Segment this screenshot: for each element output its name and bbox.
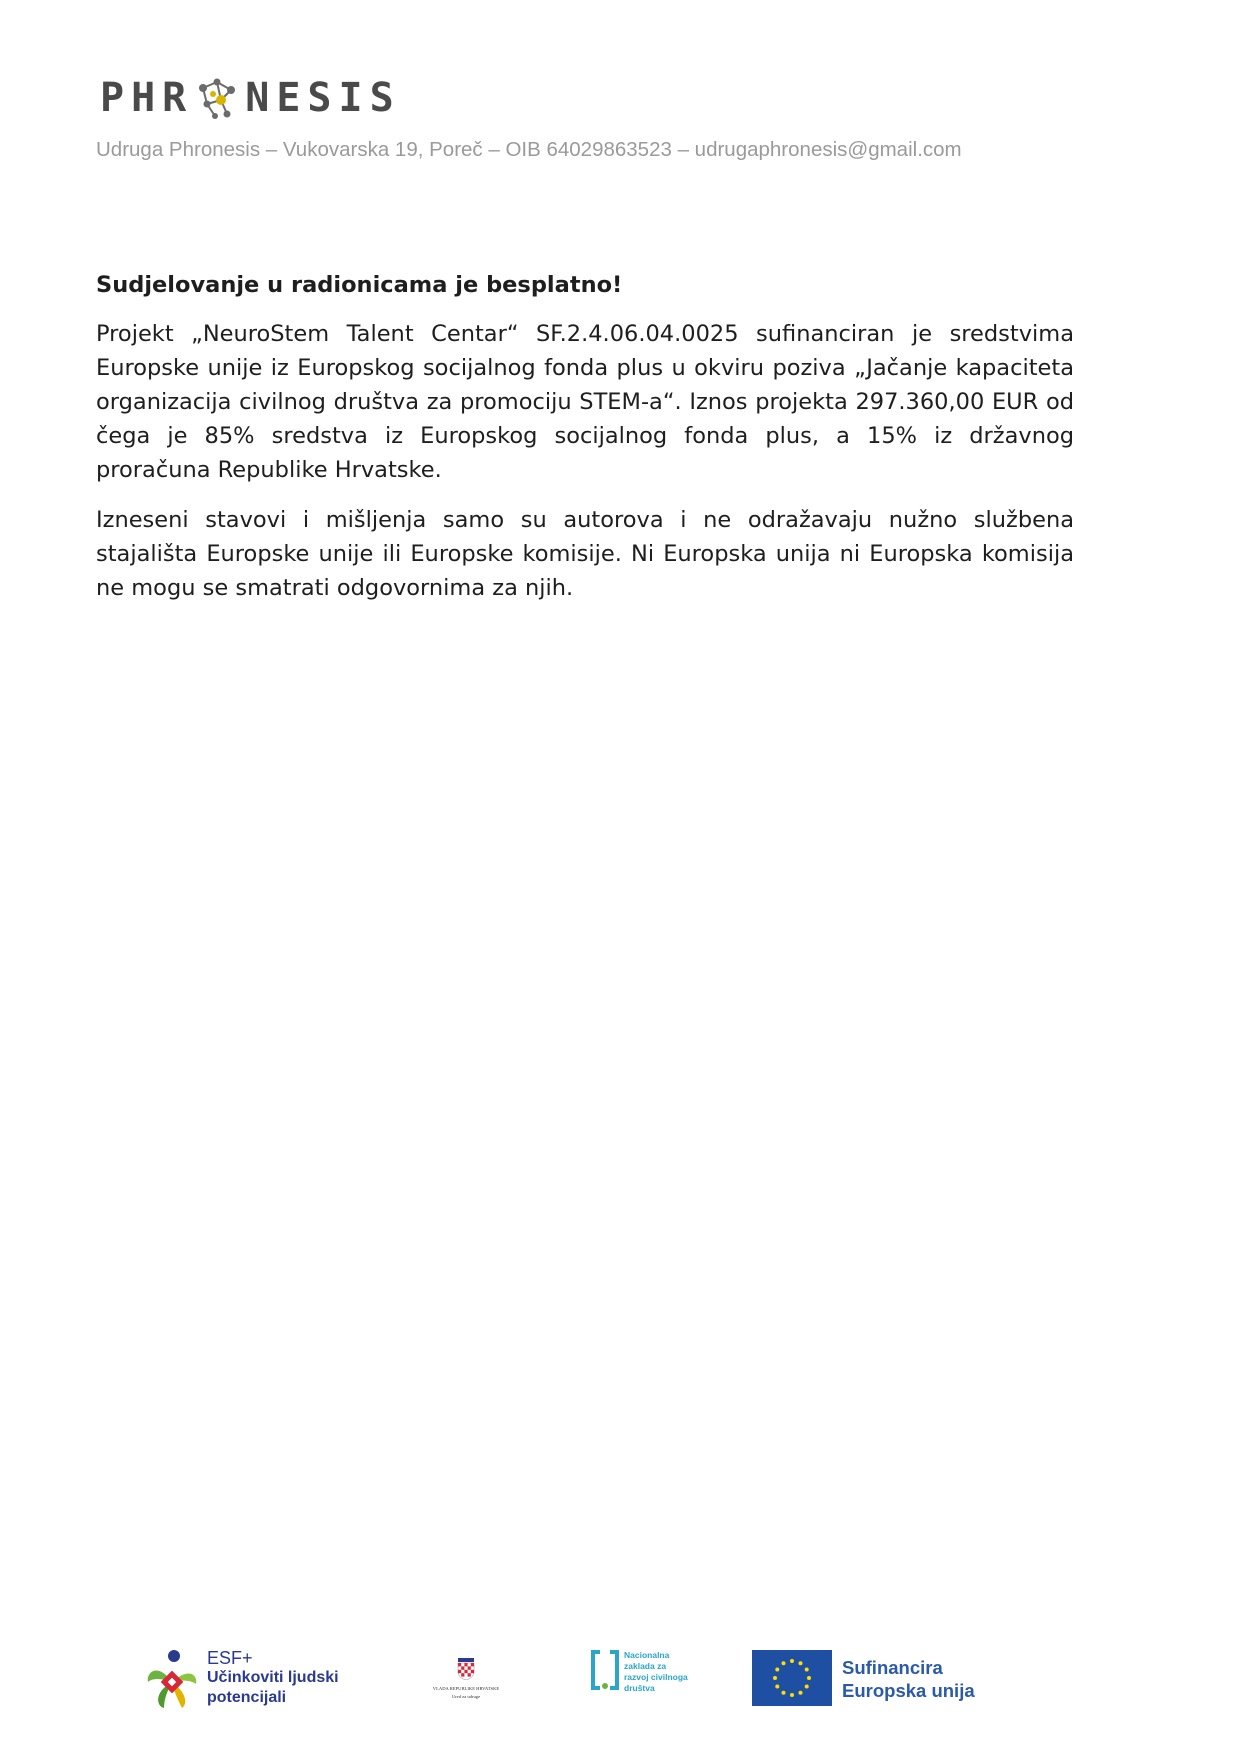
eu-star xyxy=(790,1693,794,1697)
eu-line-2: Europska unija xyxy=(842,1680,975,1701)
document-body xyxy=(96,272,1074,621)
paragraph-funding: Projekt „NeuroStem Talent Centar“ SF.2.4.06.04.0025 sufinanciran je sredstvima Europske unije iz Europskog socijalnog fonda plus u okviru poziva „Jačanje kapaciteta organizacija civilnog društva za promociju STEM-a“. Iznos projekta 297.360,00 EUR od čega je 85% sredstva iz Europskog socijalnog fonda plus, a 15% iz državnog proračuna Republike Hrvatske. xyxy=(96,321,1074,483)
brackets-icon xyxy=(590,1650,620,1694)
croatian-coat-of-arms-icon xyxy=(457,1658,475,1680)
eu-star xyxy=(790,1659,794,1663)
nacionalna-zaklada-logo xyxy=(590,1650,690,1714)
esf-logo xyxy=(144,1648,344,1714)
eu-star xyxy=(799,1661,803,1665)
eu-star xyxy=(782,1661,786,1665)
eu-flag-icon xyxy=(752,1650,832,1706)
eu-star xyxy=(775,1668,779,1672)
esf-flower-icon xyxy=(144,1648,200,1710)
vlada-office: Ured za udruge xyxy=(451,1694,481,1699)
phronesis-logo xyxy=(100,74,401,122)
logo-text-right: NESIS xyxy=(245,75,401,121)
contact-line: Udruga Phronesis – Vukovarska 19, Poreč – OIB 64029863523 – udrugaphronesis@gmail.com xyxy=(96,138,962,161)
heading: Sudjelovanje u radionicama je besplatno! xyxy=(96,272,623,298)
eu-star xyxy=(773,1676,777,1680)
esf-brand: ESF+ xyxy=(207,1648,253,1668)
brain-network-icon xyxy=(193,74,241,122)
nacionalna-zaklada-text: Nacionalna zaklada za razvoj civilnoga društva xyxy=(624,1650,688,1693)
eu-star xyxy=(775,1685,779,1689)
eu-star xyxy=(799,1691,803,1695)
esf-subtitle: Učinkoviti ljudski potencijali xyxy=(207,1669,339,1706)
vlada-name: VLADA REPUBLIKE HRVATSKE xyxy=(432,1686,500,1691)
vlada-logo xyxy=(424,1658,508,1706)
eu-star xyxy=(807,1676,811,1680)
eu-star xyxy=(805,1685,809,1689)
eu-cofinanced-logo xyxy=(752,1650,992,1710)
eu-star xyxy=(805,1668,809,1672)
eu-star xyxy=(782,1691,786,1695)
eu-line-1: Sufinancira xyxy=(842,1657,943,1678)
footer-logos xyxy=(0,1640,1240,1720)
logo-text-left: PHR xyxy=(100,75,194,121)
paragraph-disclaimer: Izneseni stavovi i mišljenja samo su autorova i ne odražavaju nužno službena stajališta Europske unije ili Europske komisije. Ni Europska unija ni Europska komisija ne mogu se smatrati odgovornima za njih. xyxy=(96,507,1074,601)
